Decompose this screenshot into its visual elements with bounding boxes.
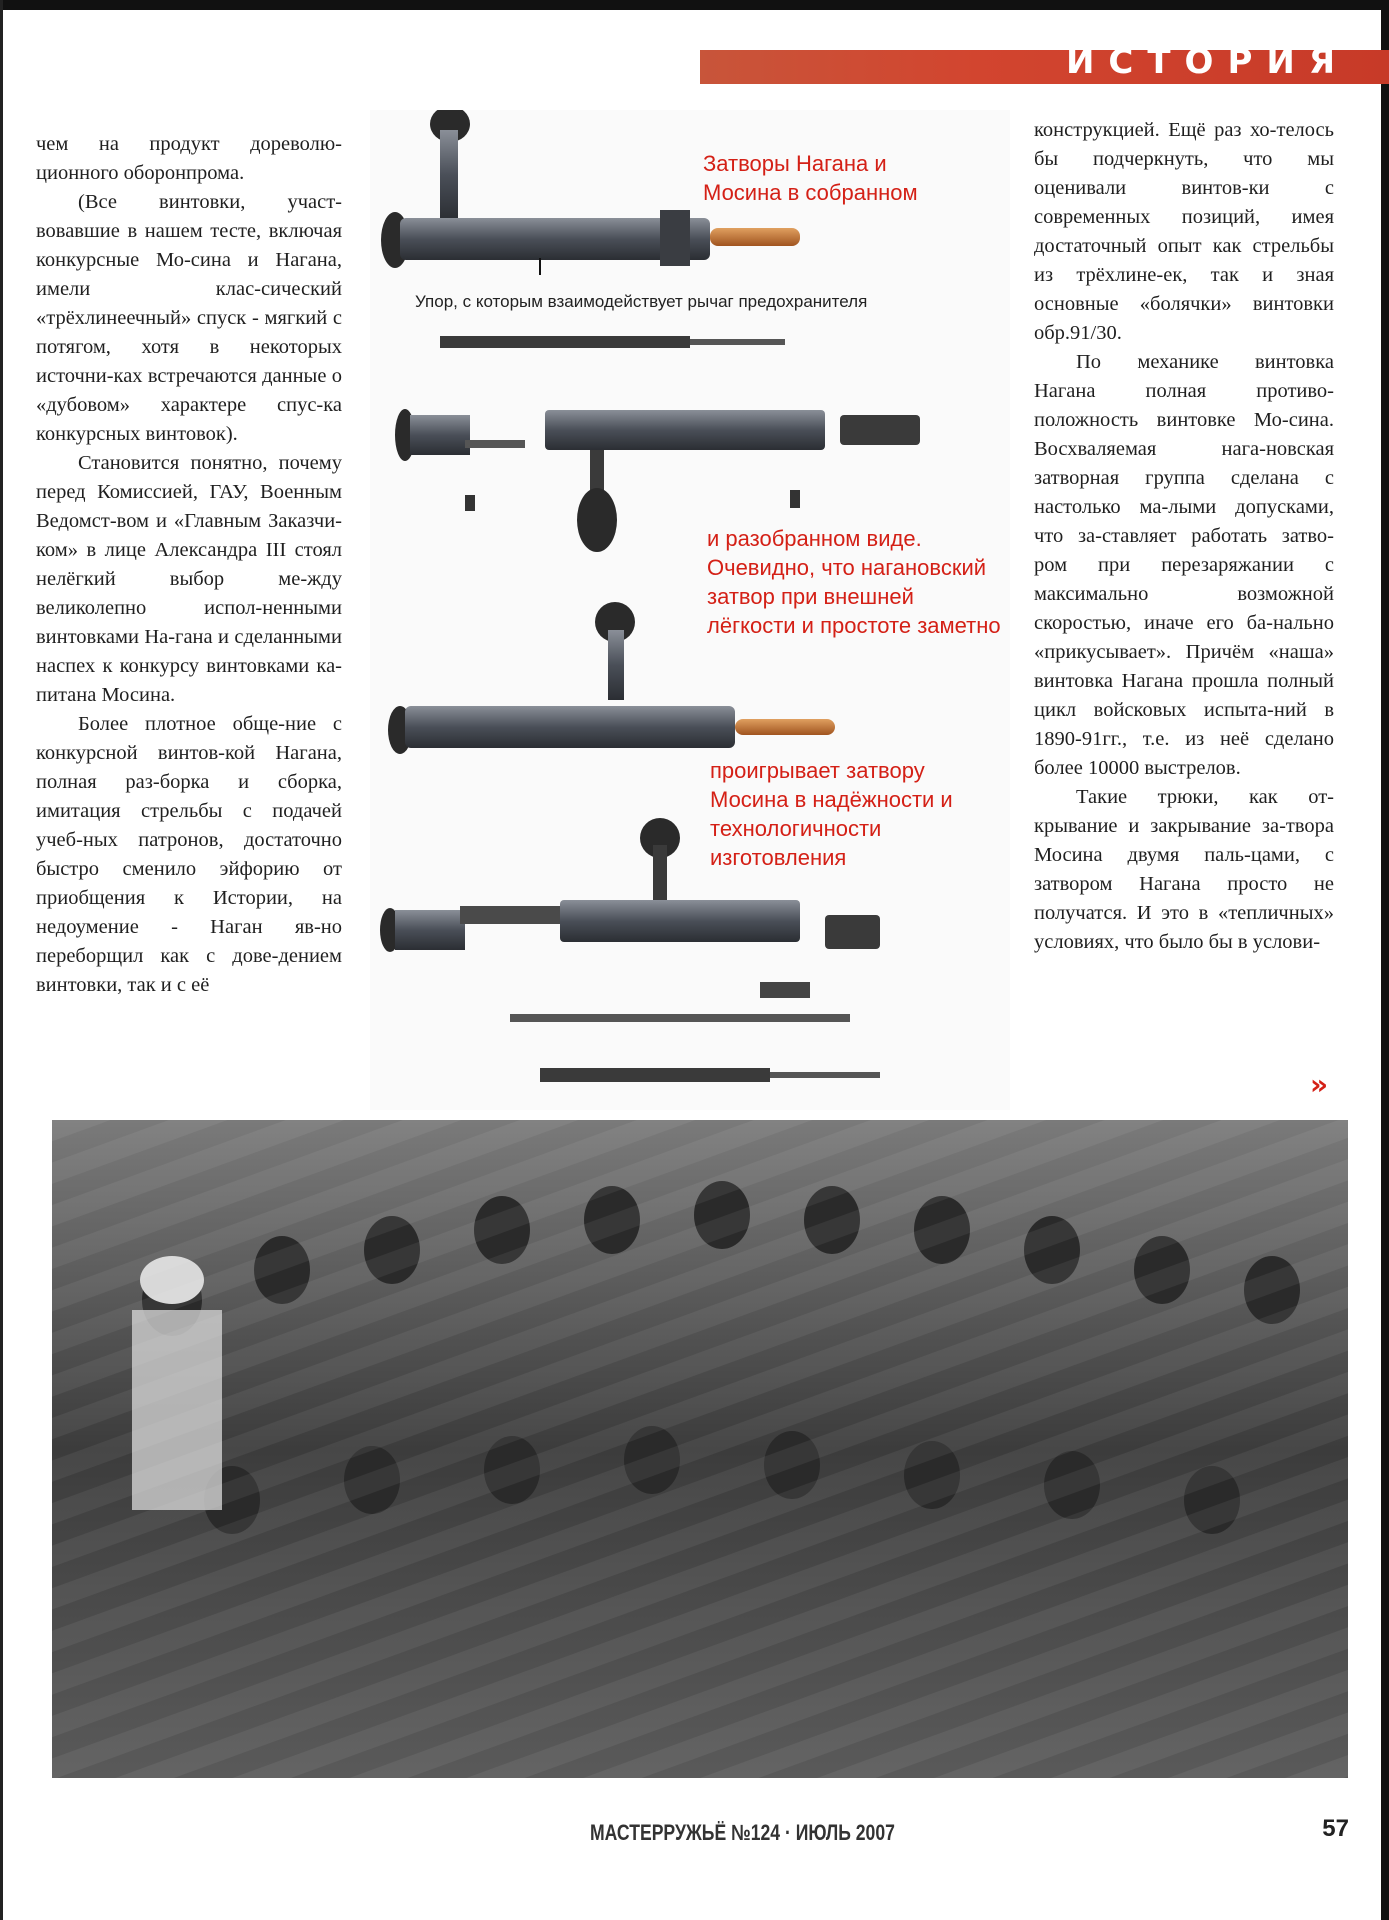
magazine-footer: МАСТЕРРУЖЬЁ №124 · ИЮЛЬ 2007 [590, 1820, 895, 1845]
historical-soldiers-photo [52, 1120, 1348, 1778]
continue-arrow-icon: » [1310, 1068, 1329, 1101]
scan-edge-left [0, 0, 3, 1920]
paragraph: чем на продукт дореволю-ционного оборонпрома. [36, 133, 342, 184]
nagant-spring [440, 336, 785, 348]
scan-edge-top [0, 0, 1389, 10]
paragraph: Становится понятно, почему перед Комиссией, ГАУ, Военным Ведомст-вом и «Главным Заказчи-ком» в лице Александра III стоял нелёгкий выбор ме-жду великолепно испол-ненными винтовками На-гана и сделанными наспех к конкурсу винтовками ка-питана Мосина. [36, 452, 342, 706]
paragraph: Более плотное обще-ние с конкурсной винтов-кой Нагана, полная раз-борка и сборка, имитация стрельбы с подачей учеб-ных патронов, достаточно быстро сменило эйфорию от приобщения к Истории, на недоумение - Наган яв-но переборщил как с дове-дением винтовки, так и с её [36, 713, 342, 996]
section-title: ИСТОРИЯ [1065, 42, 1349, 82]
page-number: 57 [1322, 1815, 1349, 1842]
figure-caption-middle: и разобранном виде. Очевидно, что нагановский затвор при внешней лёгкости и простоте заметно [707, 526, 1001, 638]
left-text-column [36, 130, 342, 1000]
scan-edge-right [1381, 0, 1389, 1920]
photo-placeholder [52, 1120, 1348, 1778]
paragraph: По механике винтовка Нагана полная противо-положность винтовке Мо-сина. Восхваляемая нага-новская затворная группа сделана с настолько ма-лыми допусками, что за-ставляет работать затво-ром при перезаряжании с максимально возможной скоростью, иначе его ба-нально «прикусывает». Причём «наша» винтовка Нагана прошла полный цикл войсковых испыта-ний в 1890-91гг., т.е. из неё сделано более 10000 выстрелов. [1034, 351, 1334, 779]
right-text-column [1034, 116, 1334, 957]
figure-callout: Упор, с которым взаимодействует рычаг предохранителя [415, 292, 868, 311]
paragraph: Такие трюки, как от-крывание и закрывание за-твора Мосина двумя паль-цами, с затвором Нагана просто не получатся. И это в «тепличных» условиях, что было бы в услови- [1034, 786, 1334, 953]
figure-caption-bottom: проигрывает затвору Мосина в надёжности и технологичности изготовления [710, 758, 953, 870]
paragraph: (Все винтовки, участ-вовавшие в нашем тесте, включая конкурсные Мо-сина и Нагана, имели клас-сический «трёхлинеечный» спуск - мягкий с потягом, хотя в некоторых источни-ках встречаются данные о «дубовом» характере спус-ка конкурсных винтовок). [36, 191, 342, 445]
paragraph: конструкцией. Ещё раз хо-телось бы подчеркнуть, что мы оценивали винтов-ки с современных позиций, имея достаточный опыт как стрельбы из трёхлине-ек, так и зная основные «болячки» винтовки обр.91/30. [1034, 119, 1334, 344]
figure-caption-top: Затворы Нагана и Мосина в собранном [703, 151, 918, 205]
